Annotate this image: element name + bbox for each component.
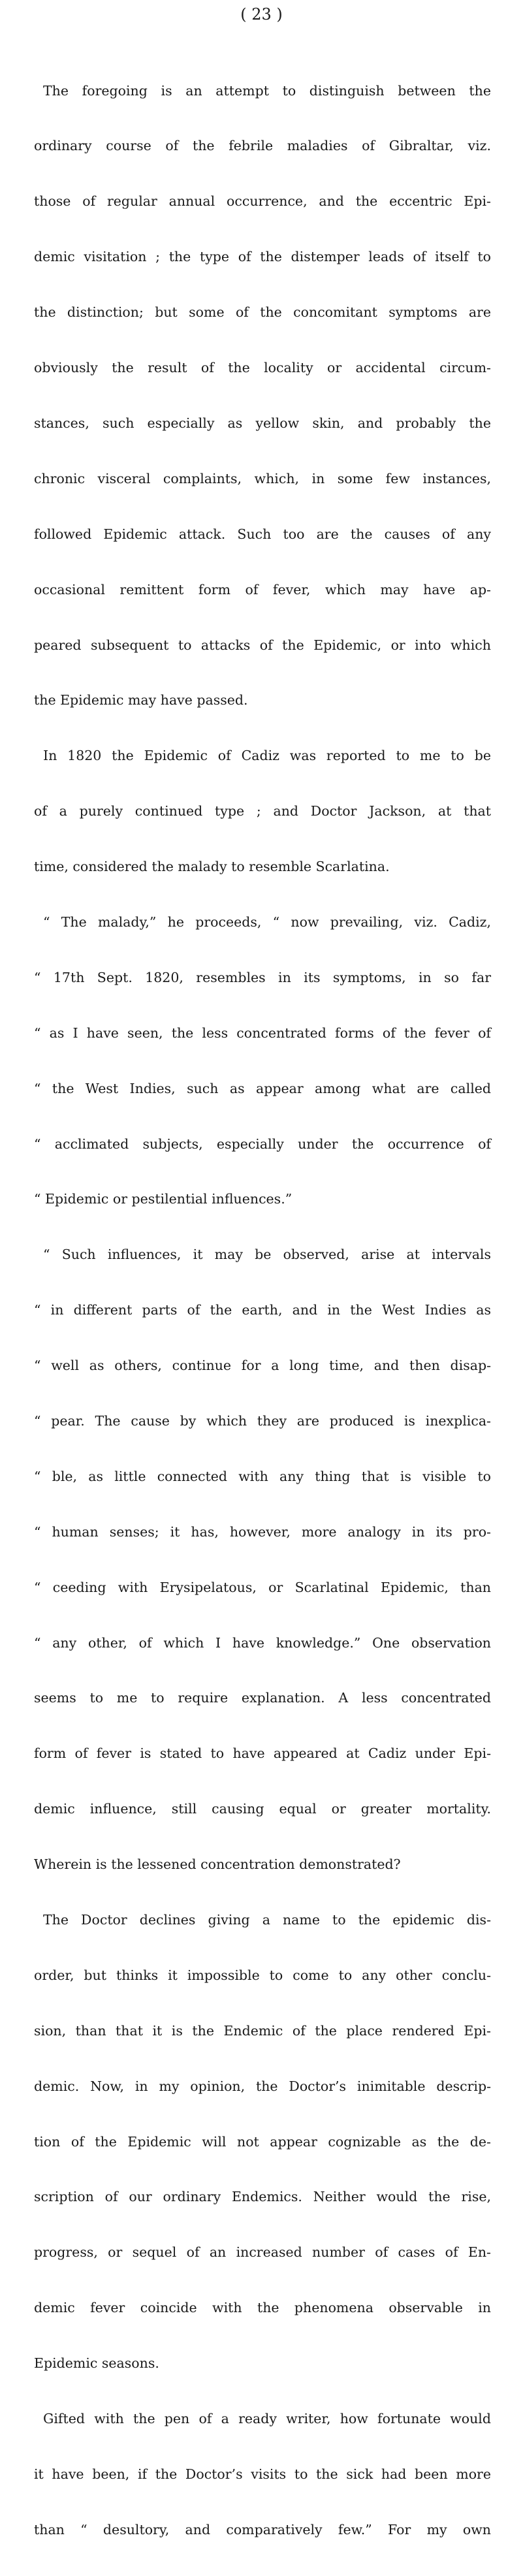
text-line: “ 17th Sept. 1820, resembles in its symptoms, in so far — [34, 969, 491, 985]
text-line: “ the West Indies, such as appear among what are called — [34, 1080, 491, 1096]
text-line: “ The malady,” he proceeds, “ now prevailing, viz. Cadiz, — [43, 914, 491, 930]
text-line: tion of the Epidemic will not appear cognizable as the de- — [34, 2133, 491, 2150]
text-line: demic. Now, in my opinion, the Doctor’s inimitable descrip- — [34, 2078, 491, 2094]
text-line: it have been, if the Doctor’s visits to the sick had been more — [34, 2466, 491, 2482]
page-number: ( 23 ) — [240, 5, 283, 24]
text-line: chronic visceral complaints, which, in some few instances, — [34, 470, 491, 486]
text-line: progress, or sequel of an increased number of cases of En- — [34, 2244, 491, 2261]
text-line: the Epidemic may have passed. — [34, 692, 248, 708]
text-line: “ ceeding with Erysipelatous, or Scarlatinal Epidemic, than — [34, 1579, 491, 1595]
text-line: “ acclimated subjects, especially under the occurrence of — [34, 1136, 491, 1152]
text-line: sion, than that it is the Endemic of the place rendered Epi- — [34, 2022, 491, 2039]
text-line: form of fever is stated to have appeared at Cadiz under Epi- — [34, 1745, 491, 1762]
text-line: scription of our ordinary Endemics. Neither would the rise, — [34, 2189, 491, 2205]
text-line: occasional remittent form of fever, which may have ap- — [34, 581, 491, 597]
text-line: “ in different parts of the earth, and in the West Indies as — [34, 1302, 491, 1318]
text-line: “ ble, as little connected with any thing that is visible to — [34, 1468, 491, 1484]
text-line: In 1820 the Epidemic of Cadiz was reported to me to be — [43, 748, 491, 764]
text-line: demic influence, still causing equal or greater mortality. — [34, 1801, 491, 1817]
text-line: order, but thinks it impossible to come to any other conclu- — [34, 1967, 491, 1983]
text-line: stances, such especially as yellow skin, and probably the — [34, 415, 491, 431]
text-line: “ as I have seen, the less concentrated forms of the fever of — [34, 1025, 491, 1041]
text-line: “ Such influences, it may be observed, arise at intervals — [43, 1247, 491, 1263]
text-line: Wherein is the lessened concentration demonstrated? — [34, 1856, 401, 1873]
text-line: “ well as others, continue for a long time, and then disap- — [34, 1358, 491, 1374]
text-line: “ any other, of which I have knowledge.” One observation — [34, 1634, 491, 1651]
text-line: the distinction; but some of the concomitant symptoms are — [34, 304, 491, 321]
text-line: followed Epidemic attack. Such too are the causes of any — [34, 526, 491, 542]
text-line: The Doctor declines giving a name to the epidemic dis- — [43, 1911, 491, 1928]
text-line: time, considered the malady to resemble Scarlatina. — [34, 859, 390, 875]
text-line: peared subsequent to attacks of the Epidemic, or into which — [34, 637, 491, 653]
text-line: demic visitation ; the type of the distemper leads of itself to — [34, 249, 491, 265]
text-line: ordinary course of the febrile maladies of Gibraltar, viz. — [34, 138, 491, 154]
text-line: those of regular annual occurrence, and the eccentric Epi- — [34, 193, 491, 210]
text-line: Gifted with the pen of a ready writer, how fortunate would — [43, 2411, 491, 2426]
body-text — [34, 44, 491, 2576]
text-line: demic fever coincide with the phenomena observable in — [34, 2300, 491, 2316]
text-line: seems to me to require explanation. A less concentrated — [34, 1690, 491, 1706]
text-line: The foregoing is an attempt to distinguish between the — [43, 82, 491, 99]
text-line: of a purely continued type ; and Doctor Jackson, at that — [34, 803, 491, 819]
text-line: Epidemic seasons. — [34, 2355, 159, 2372]
text-line: “ human senses; it has, however, more analogy in its pro- — [34, 1523, 491, 1540]
text-line: “ Epidemic or pestilential influences.” — [34, 1191, 293, 1207]
text-line: than “ desultory, and comparatively few.” For my own — [34, 2521, 491, 2537]
text-line: obviously the result of the locality or accidental circum- — [34, 360, 491, 376]
text-line: “ pear. The cause by which they are produced is inexplica- — [34, 1412, 491, 1429]
